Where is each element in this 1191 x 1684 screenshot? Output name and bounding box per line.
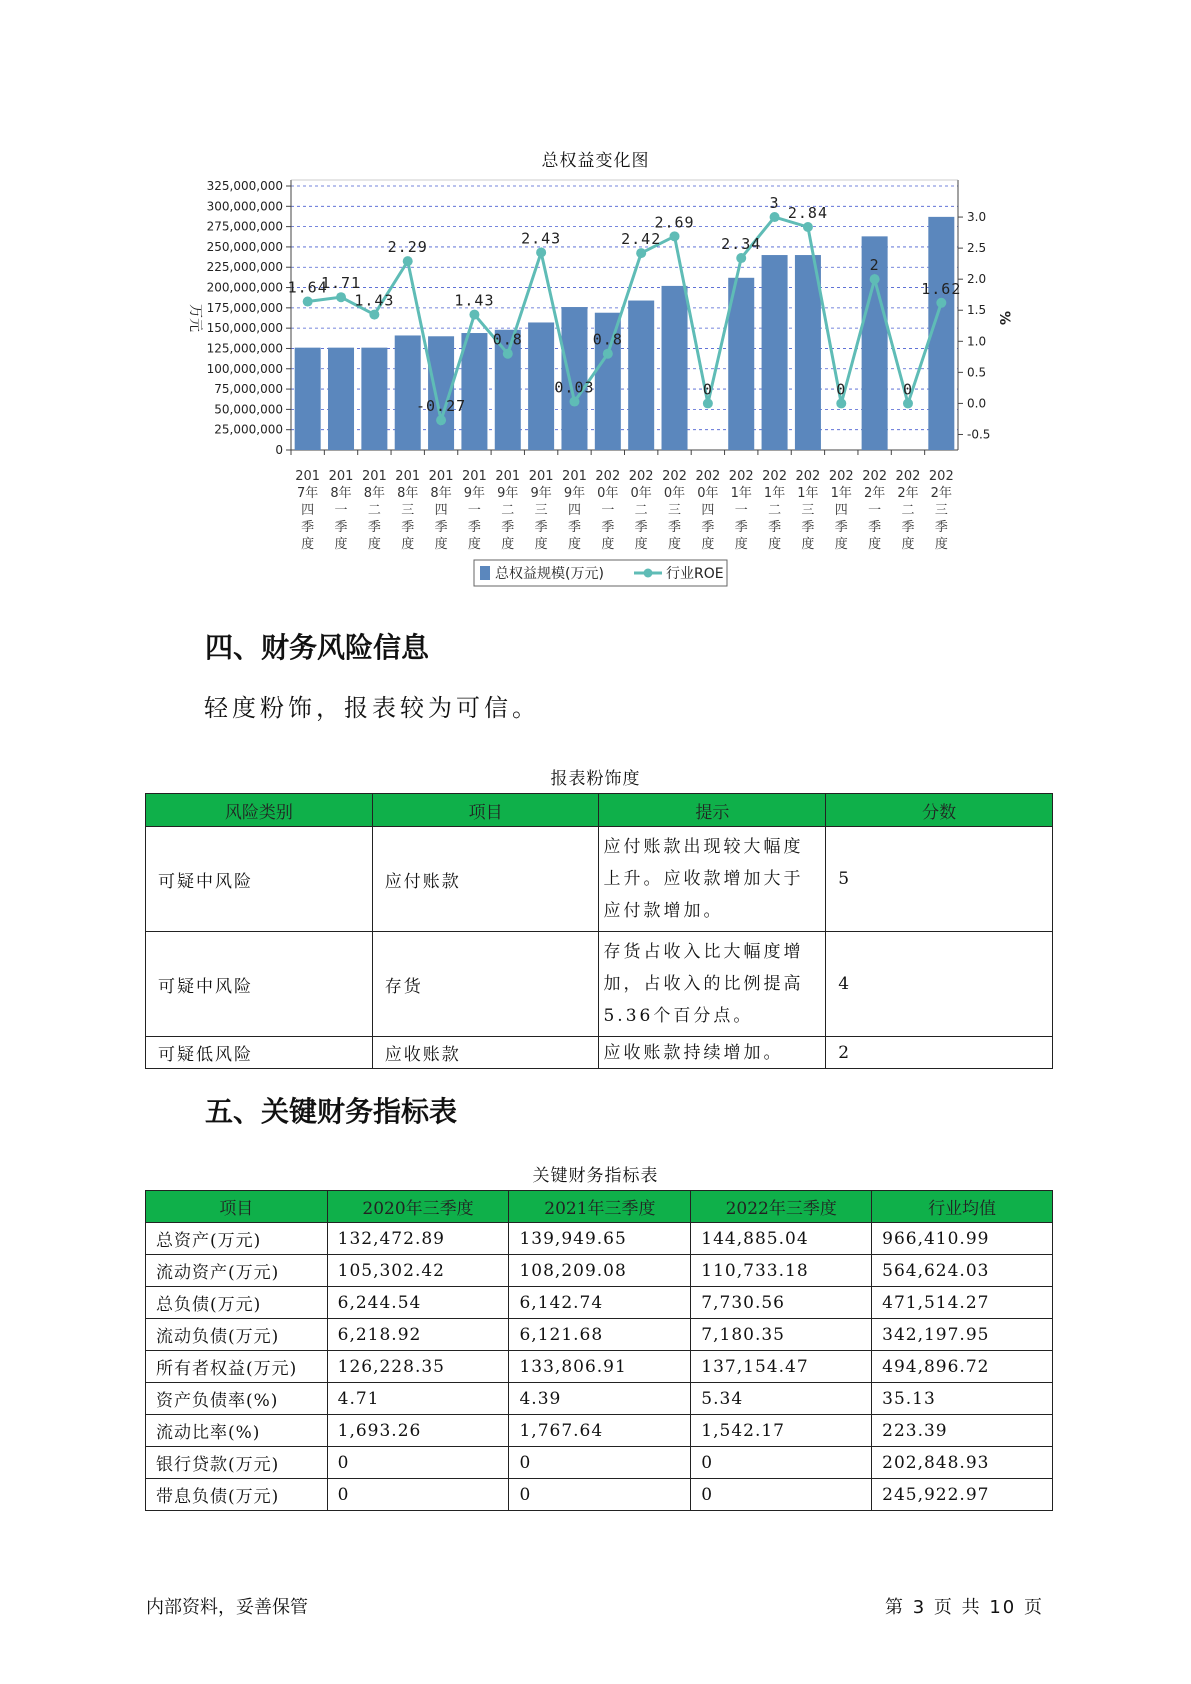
left-tick-label: 200,000,000 [206, 280, 283, 295]
kpi-2020q3: 126,228.35 [327, 1351, 509, 1383]
roe-data-label: 0 [902, 380, 913, 399]
kpi-item: 银行贷款(万元) [146, 1447, 328, 1479]
roe-point [803, 222, 813, 232]
kpi-2020q3: 1,693.26 [327, 1415, 509, 1447]
x-tick-label: 202 0年三季度 [662, 469, 687, 552]
kpi-2021q3: 0 [509, 1479, 691, 1511]
roe-data-label: 0.03 [554, 378, 595, 397]
roe-point [670, 231, 680, 241]
kpi-industry: 564,624.03 [872, 1255, 1053, 1287]
kpi-2022q3: 7,180.35 [691, 1319, 872, 1351]
kpi-2022q3: 1,542.17 [691, 1415, 872, 1447]
roe-data-label: 0.8 [492, 330, 523, 349]
legend-line-marker [644, 569, 653, 578]
left-tick-label: 75,000,000 [214, 382, 283, 397]
legend-bar-swatch [480, 566, 490, 580]
chart-title: 总权益变化图 [541, 151, 650, 171]
left-tick-label: 250,000,000 [206, 239, 283, 254]
roe-point [870, 274, 880, 284]
right-tick-label: 3.0 [967, 210, 987, 225]
footer-page-number: 第 3 页 共 10 页 [885, 1597, 1044, 1618]
kpi-2022q3: 110,733.18 [691, 1255, 872, 1287]
roe-point [503, 349, 513, 359]
kpi-industry: 223.39 [872, 1415, 1053, 1447]
risk-score: 2 [826, 1037, 1053, 1069]
left-tick-label: 325,000,000 [206, 179, 283, 193]
y-axis-title-left: 万元 [187, 304, 203, 332]
kpi-2021q3: 6,121.68 [509, 1319, 691, 1351]
kpi-2021q3: 1,767.64 [509, 1415, 691, 1447]
risk-score: 5 [826, 827, 1053, 932]
right-tick-label: 0.5 [967, 365, 987, 380]
kpi-item: 所有者权益(万元) [146, 1351, 328, 1383]
table-row [146, 1383, 1053, 1415]
risk-header-tip: 提示 [599, 794, 826, 827]
x-tick-label: 202 0年一季度 [595, 469, 621, 552]
left-tick-label: 300,000,000 [206, 199, 283, 214]
roe-point [636, 248, 646, 258]
roe-data-label: 0.8 [592, 330, 623, 349]
kpi-industry: 494,896.72 [872, 1351, 1053, 1383]
risk-item: 应付账款 [372, 827, 599, 932]
roe-data-label: 2 [869, 256, 880, 275]
kpi-industry: 245,922.97 [872, 1479, 1053, 1511]
risk-header-item: 项目 [372, 794, 599, 827]
kpi-item: 总资产(万元) [146, 1223, 328, 1255]
x-tick-label: 201 8年四季度 [428, 469, 454, 552]
x-tick-label: 202 1年一季度 [728, 469, 754, 552]
x-tick-label: 201 9年四季度 [562, 469, 587, 552]
roe-point [336, 292, 346, 302]
kpi-table-header [146, 1191, 1053, 1223]
roe-data-label: 2.29 [387, 238, 428, 257]
risk-header-category: 风险类别 [146, 794, 373, 827]
kpi-2021q3: 133,806.91 [509, 1351, 691, 1383]
kpi-header-2020q3: 2020年三季度 [327, 1191, 509, 1223]
roe-point [436, 415, 446, 425]
roe-point [703, 398, 713, 408]
x-tick-label: 201 8年一季度 [328, 469, 354, 552]
risk-table-header [146, 794, 1053, 827]
y-axis-title-right: % [996, 310, 1012, 326]
table-row [146, 827, 1053, 932]
kpi-2022q3: 7,730.56 [691, 1287, 872, 1319]
x-tick-label: 202 1年三季度 [795, 469, 821, 552]
bar [395, 335, 421, 450]
left-tick-label: 100,000,000 [206, 361, 283, 376]
kpi-item: 总负债(万元) [146, 1287, 328, 1319]
roe-data-label: 2.84 [787, 203, 828, 222]
x-tick-label: 201 8年三季度 [395, 469, 421, 552]
kpi-2020q3: 6,218.92 [327, 1319, 509, 1351]
roe-point [469, 310, 479, 320]
left-tick-label: 225,000,000 [206, 260, 283, 275]
kpi-industry: 966,410.99 [872, 1223, 1053, 1255]
x-tick-label: 202 1年二季度 [762, 469, 787, 552]
table-row [146, 1319, 1053, 1351]
risk-tip: 存货占收入比大幅度增加，占收入的比例提高5.36个百分点。 [599, 932, 826, 1037]
roe-data-label: 1.64 [287, 278, 328, 297]
risk-tip: 应付账款出现较大幅度上升。应收款增加大于应付款增加。 [599, 827, 826, 932]
bar [762, 255, 788, 450]
left-tick-label: 175,000,000 [206, 300, 283, 315]
kpi-table-body [146, 1223, 1053, 1511]
right-tick-label: 1.0 [967, 334, 987, 349]
x-tick-label: 202 0年二季度 [628, 469, 654, 552]
roe-point [303, 297, 313, 307]
kpi-2020q3: 105,302.42 [327, 1255, 509, 1287]
bar [795, 255, 821, 450]
x-tick-label: 201 9年三季度 [528, 469, 554, 552]
roe-data-label: 1.43 [354, 291, 395, 310]
kpi-2020q3: 0 [327, 1447, 509, 1479]
risk-table-caption: 报表粉饰度 [550, 769, 641, 789]
left-tick-label: 25,000,000 [214, 422, 283, 437]
legend-line-label: 行业ROE [666, 566, 724, 582]
bar [361, 348, 387, 450]
kpi-2020q3: 4.71 [327, 1383, 509, 1415]
bar [461, 333, 487, 450]
kpi-2022q3: 0 [691, 1479, 872, 1511]
roe-data-label: 1.62 [921, 279, 962, 298]
roe-data-label: 3 [769, 194, 780, 213]
kpi-header-2022q3: 2022年三季度 [691, 1191, 872, 1223]
risk-score: 4 [826, 932, 1053, 1037]
x-tick-label: 201 7年四季度 [295, 469, 321, 552]
x-tick-label: 201 9年一季度 [462, 469, 487, 552]
risk-category: 可疑低风险 [146, 1037, 373, 1069]
kpi-item: 流动比率(%) [146, 1415, 328, 1447]
roe-data-label: 2.42 [621, 230, 662, 249]
roe-point [536, 247, 546, 257]
kpi-2021q3: 0 [509, 1447, 691, 1479]
section-heading-kpi: 五、关键财务指标表 [205, 1095, 458, 1128]
kpi-item: 流动资产(万元) [146, 1255, 328, 1287]
kpi-industry: 35.13 [872, 1383, 1053, 1415]
roe-point [369, 310, 379, 320]
table-row [146, 1223, 1053, 1255]
kpi-2020q3: 132,472.89 [327, 1223, 509, 1255]
roe-point [569, 397, 579, 407]
table-row [146, 1255, 1053, 1287]
kpi-2022q3: 0 [691, 1447, 872, 1479]
risk-item: 存货 [372, 932, 599, 1037]
bar [662, 286, 688, 450]
roe-point [903, 398, 913, 408]
kpi-item: 资产负债率(%) [146, 1383, 328, 1415]
right-tick-label: 0.0 [967, 396, 987, 411]
kpi-2021q3: 6,142.74 [509, 1287, 691, 1319]
right-tick-label: -0.5 [967, 427, 991, 442]
x-tick-label: 202 0年四季度 [695, 469, 721, 552]
kpi-table [145, 1190, 1053, 1511]
table-row [146, 1447, 1053, 1479]
x-tick-label: 201 9年二季度 [495, 469, 521, 552]
bar [295, 348, 321, 450]
legend-bar-label: 总权益规模(万元) [495, 566, 604, 582]
roe-data-label: 2.43 [521, 229, 562, 248]
left-tick-label: 0 [275, 443, 283, 457]
roe-point [736, 253, 746, 263]
kpi-industry: 471,514.27 [872, 1287, 1053, 1319]
x-tick-label: 202 2年三季度 [928, 469, 954, 552]
x-tick-label: 202 2年一季度 [862, 469, 888, 552]
kpi-header-item: 项目 [146, 1191, 328, 1223]
left-tick-label: 150,000,000 [206, 321, 283, 336]
bar [528, 322, 554, 450]
kpi-item: 带息负债(万元) [146, 1479, 328, 1511]
kpi-2020q3: 0 [327, 1479, 509, 1511]
left-tick-label: 125,000,000 [206, 341, 283, 356]
kpi-header-industry: 行业均值 [872, 1191, 1053, 1223]
kpi-header-2021q3: 2021年三季度 [509, 1191, 691, 1223]
bar [328, 348, 354, 450]
roe-point [770, 212, 780, 222]
kpi-2022q3: 5.34 [691, 1383, 872, 1415]
kpi-2022q3: 137,154.47 [691, 1351, 872, 1383]
risk-header-score: 分数 [826, 794, 1053, 827]
kpi-table-caption: 关键财务指标表 [532, 1166, 659, 1186]
equity-chart [0, 0, 1191, 600]
x-tick-label: 201 8年二季度 [361, 469, 387, 552]
table-row [146, 1287, 1053, 1319]
footer-confidential: 内部资料，妥善保管 [146, 1597, 308, 1618]
x-tick-label: 202 1年四季度 [828, 469, 854, 552]
left-tick-label: 50,000,000 [214, 402, 283, 417]
right-tick-label: 2.0 [967, 272, 987, 287]
risk-table [145, 793, 1053, 1069]
kpi-2021q3: 4.39 [509, 1383, 691, 1415]
kpi-2021q3: 108,209.08 [509, 1255, 691, 1287]
roe-data-label: 2.69 [654, 213, 695, 232]
kpi-industry: 342,197.95 [872, 1319, 1053, 1351]
roe-data-label: -0.27 [415, 397, 467, 416]
kpi-2021q3: 139,949.65 [509, 1223, 691, 1255]
risk-item: 应收账款 [372, 1037, 599, 1069]
kpi-2020q3: 6,244.54 [327, 1287, 509, 1319]
right-tick-label: 2.5 [967, 241, 987, 256]
table-row [146, 1037, 1053, 1069]
roe-point [836, 398, 846, 408]
roe-data-label: 1.43 [454, 291, 495, 310]
left-tick-label: 275,000,000 [206, 219, 283, 234]
roe-data-label: 2.34 [721, 235, 762, 254]
table-row [146, 1479, 1053, 1511]
kpi-industry: 202,848.93 [872, 1447, 1053, 1479]
roe-point [936, 298, 946, 308]
roe-data-label: 0 [836, 380, 847, 399]
table-row [146, 1351, 1053, 1383]
risk-category: 可疑中风险 [146, 932, 373, 1037]
roe-point [603, 349, 613, 359]
risk-summary: 轻度粉饰，报表较为可信。 [204, 694, 540, 722]
table-row [146, 1415, 1053, 1447]
roe-data-label: 1.71 [320, 274, 362, 293]
roe-point [403, 256, 413, 266]
roe-data-label: 0 [702, 380, 713, 399]
kpi-item: 流动负债(万元) [146, 1319, 328, 1351]
section-heading-risk: 四、财务风险信息 [205, 631, 430, 664]
table-row [146, 932, 1053, 1037]
right-tick-label: 1.5 [967, 303, 987, 318]
bar [628, 301, 654, 450]
kpi-2022q3: 144,885.04 [691, 1223, 872, 1255]
x-tick-label: 202 2年二季度 [895, 469, 921, 552]
risk-tip: 应收账款持续增加。 [599, 1037, 826, 1069]
risk-category: 可疑中风险 [146, 827, 373, 932]
